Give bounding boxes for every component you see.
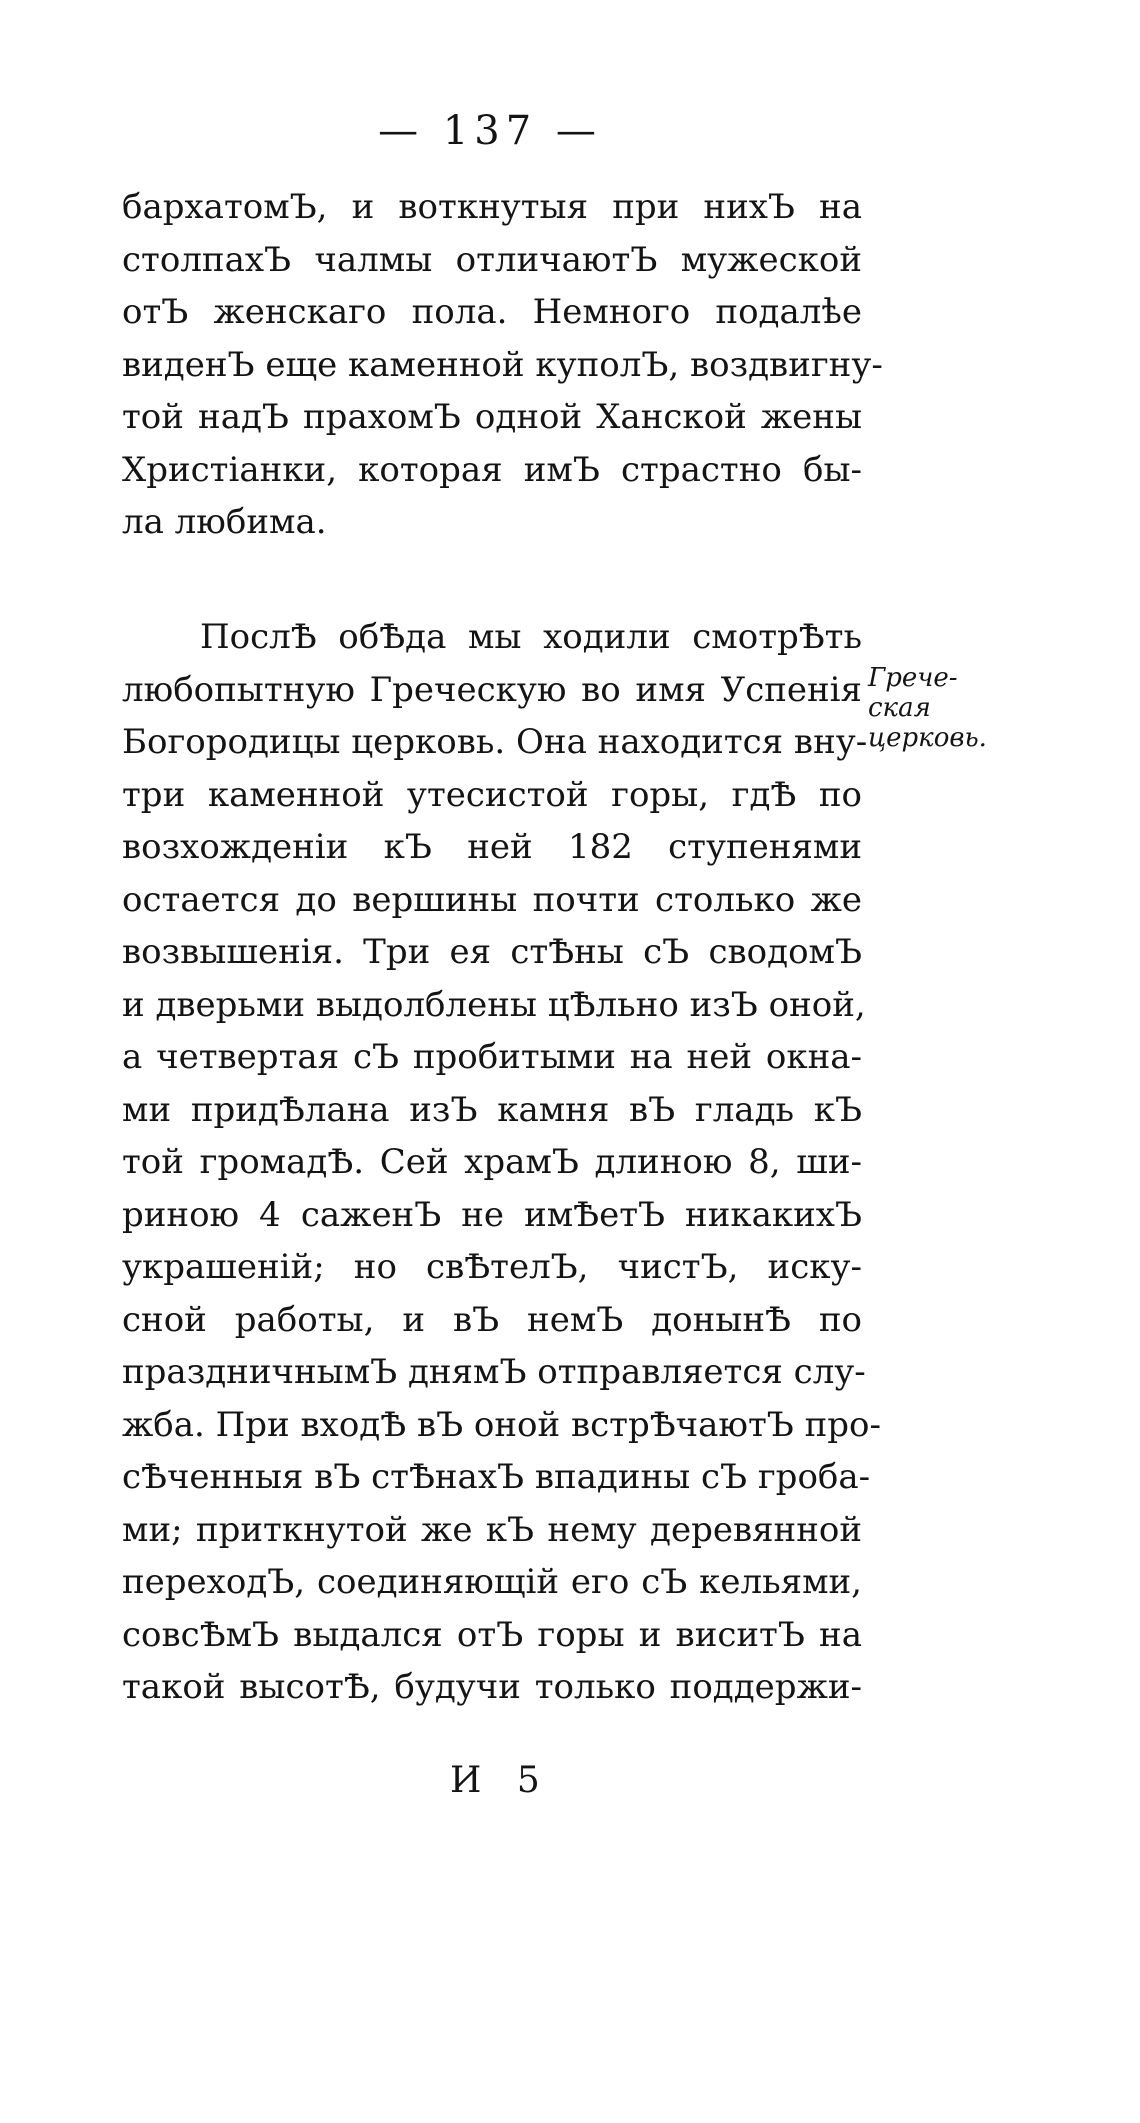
- text-line: отЪ женскаго пола. Немного подалѣе: [122, 292, 862, 332]
- marginal-note: [868, 663, 998, 753]
- text-line: жба. При входѢ вЪ оной встрѢчаютЪ про-: [122, 1404, 881, 1445]
- signature-mark: И 5: [450, 1760, 552, 1801]
- text-line: Богородицы церковь. Она находится вну-: [122, 722, 868, 762]
- text-line: бархатомЪ, и воткнутыя при нихЪ на: [122, 187, 862, 227]
- text-line: ми; приткнутой же кЪ нему деревянной: [122, 1509, 862, 1550]
- page-number: — 137 —: [378, 108, 602, 154]
- text-line: праздничнымЪ днямЪ отправляется слу-: [122, 1352, 866, 1392]
- marginal-note-line: церковь.: [868, 723, 987, 753]
- text-line: украшеній; но свѢтелЪ, чистЪ, иску-: [122, 1247, 862, 1287]
- text-line: а четвертая сЪ пробитыми на ней окна-: [122, 1037, 862, 1077]
- text-line: возхожденіи кЪ ней 182 ступенями: [122, 827, 862, 867]
- text-line: ми придѢлана изЪ камня вЪ гладь кЪ: [122, 1089, 862, 1130]
- text-line: той громадѢ. Сей храмЪ длиною 8, ши-: [122, 1142, 862, 1182]
- paragraph-1: [122, 181, 883, 549]
- text-line: переходЪ, соединяющій его сЪ кельями,: [122, 1562, 862, 1602]
- text-line: той надЪ прахомЪ одной Ханской жены: [122, 397, 862, 437]
- text-line: сной работы, и вЪ немЪ донынѢ по: [122, 1299, 862, 1340]
- text-line: ла любима.: [122, 502, 327, 542]
- text-line: сѢченныя вЪ стѢнахЪ впадины сЪ гроба-: [122, 1457, 871, 1497]
- paragraph-2: [122, 611, 881, 1714]
- marginal-note-line: ская: [868, 693, 931, 723]
- text-line: любопытную Греческую во имя Успенія: [122, 669, 862, 710]
- text-line: риною 4 саженЪ не имѢетЪ никакихЪ: [122, 1194, 862, 1235]
- text-line: ПослѢ обѢда мы ходили смотрѢть: [200, 617, 862, 657]
- text-line: остается до вершины почти столько же: [122, 879, 862, 920]
- text-line: виденЪ еще каменной куполЪ, воздвигну-: [122, 344, 883, 385]
- text-line: и дверьми выдолблены цѢльно изЪ оной,: [122, 984, 866, 1025]
- text-line: совсѢмЪ выдался отЪ горы и виситЪ на: [122, 1614, 862, 1655]
- text-line: возвышенія. Три ея стѢны сЪ сводомЪ: [122, 932, 862, 972]
- marginal-note-line: Грече-: [868, 663, 958, 693]
- text-line: Христіанки, которая имЪ страстно бы-: [122, 449, 862, 490]
- text-line: три каменной утесистой горы, гдѢ по: [122, 774, 862, 815]
- text-line: такой высотѢ, будучи только поддержи-: [122, 1667, 862, 1707]
- text-line: столпахЪ чалмы отличаютЪ мужеской: [122, 239, 862, 280]
